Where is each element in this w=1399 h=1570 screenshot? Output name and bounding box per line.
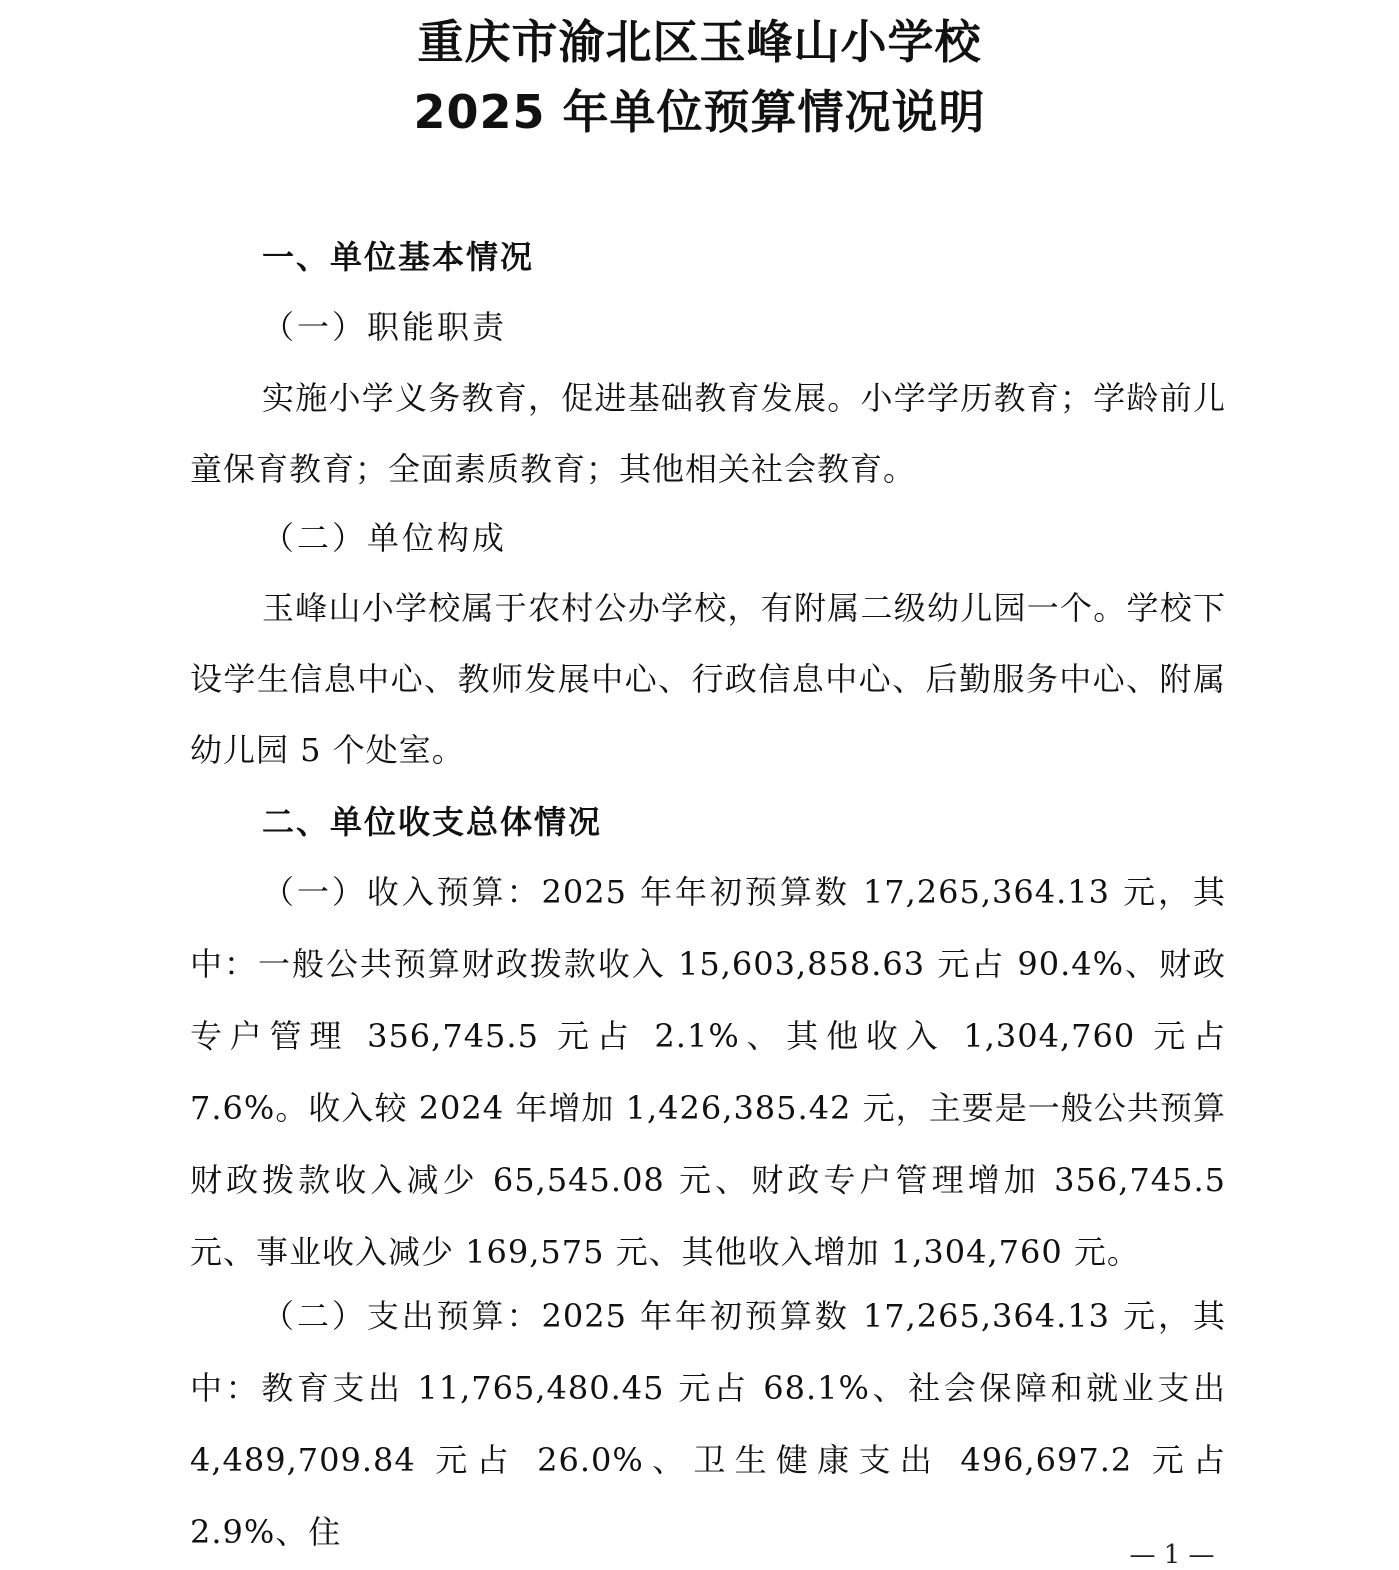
section1-heading: 一、单位基本情况 <box>262 238 535 276</box>
page-number: — 1 — <box>1129 1540 1215 1570</box>
document-title-line1: 重庆市渝北区玉峰山小学校 <box>417 15 982 69</box>
section1-sub1-text: 实施小学义务教育，促进基础教育发展。小学学历教育；学龄前儿童保育教育；全面素质教育；其他相关社会教育。 <box>190 379 1226 488</box>
section1-sub2-heading: （二）单位构成 <box>262 519 508 557</box>
section1-sub1-heading: （一）职能职责 <box>262 308 508 346</box>
document-title-line2: 2025 年单位预算情况说明 <box>413 85 986 139</box>
section2-income-text: （一）收入预算：2025 年年初预算数 17,265,364.13 元，其中：一般公共预算财政拨款收入 15,603,858.63 元占 90.4%、财政专户管理 356,745.5 元占 2.1%、其他收入 1,304,760 元占 7.6%。收入较 2024 年增加 1,426,385.42 元，主要是一般公共预算财政拨款收入减少 65,545.08 元、财政专户管理增加 356,745.5 元、事业收入减少 169,575 元、其他收入增加 1,304,760 元。 <box>190 873 1226 1271</box>
section2-heading: 二、单位收支总体情况 <box>262 803 603 841</box>
section2-expense-text: （二）支出预算：2025 年年初预算数 17,265,364.13 元，其中：教育支出 11,765,480.45 元占 68.1%、社会保障和就业支出 4,489,709.84 元占 26.0%、卫生健康支出 496,697.2 元占 2.9%、住 <box>190 1297 1226 1551</box>
section1-sub2-text: 玉峰山小学校属于农村公办学校，有附属二级幼儿园一个。学校下设学生信息中心、教师发展中心、行政信息中心、后勤服务中心、附属幼儿园 5 个处室。 <box>190 589 1226 769</box>
